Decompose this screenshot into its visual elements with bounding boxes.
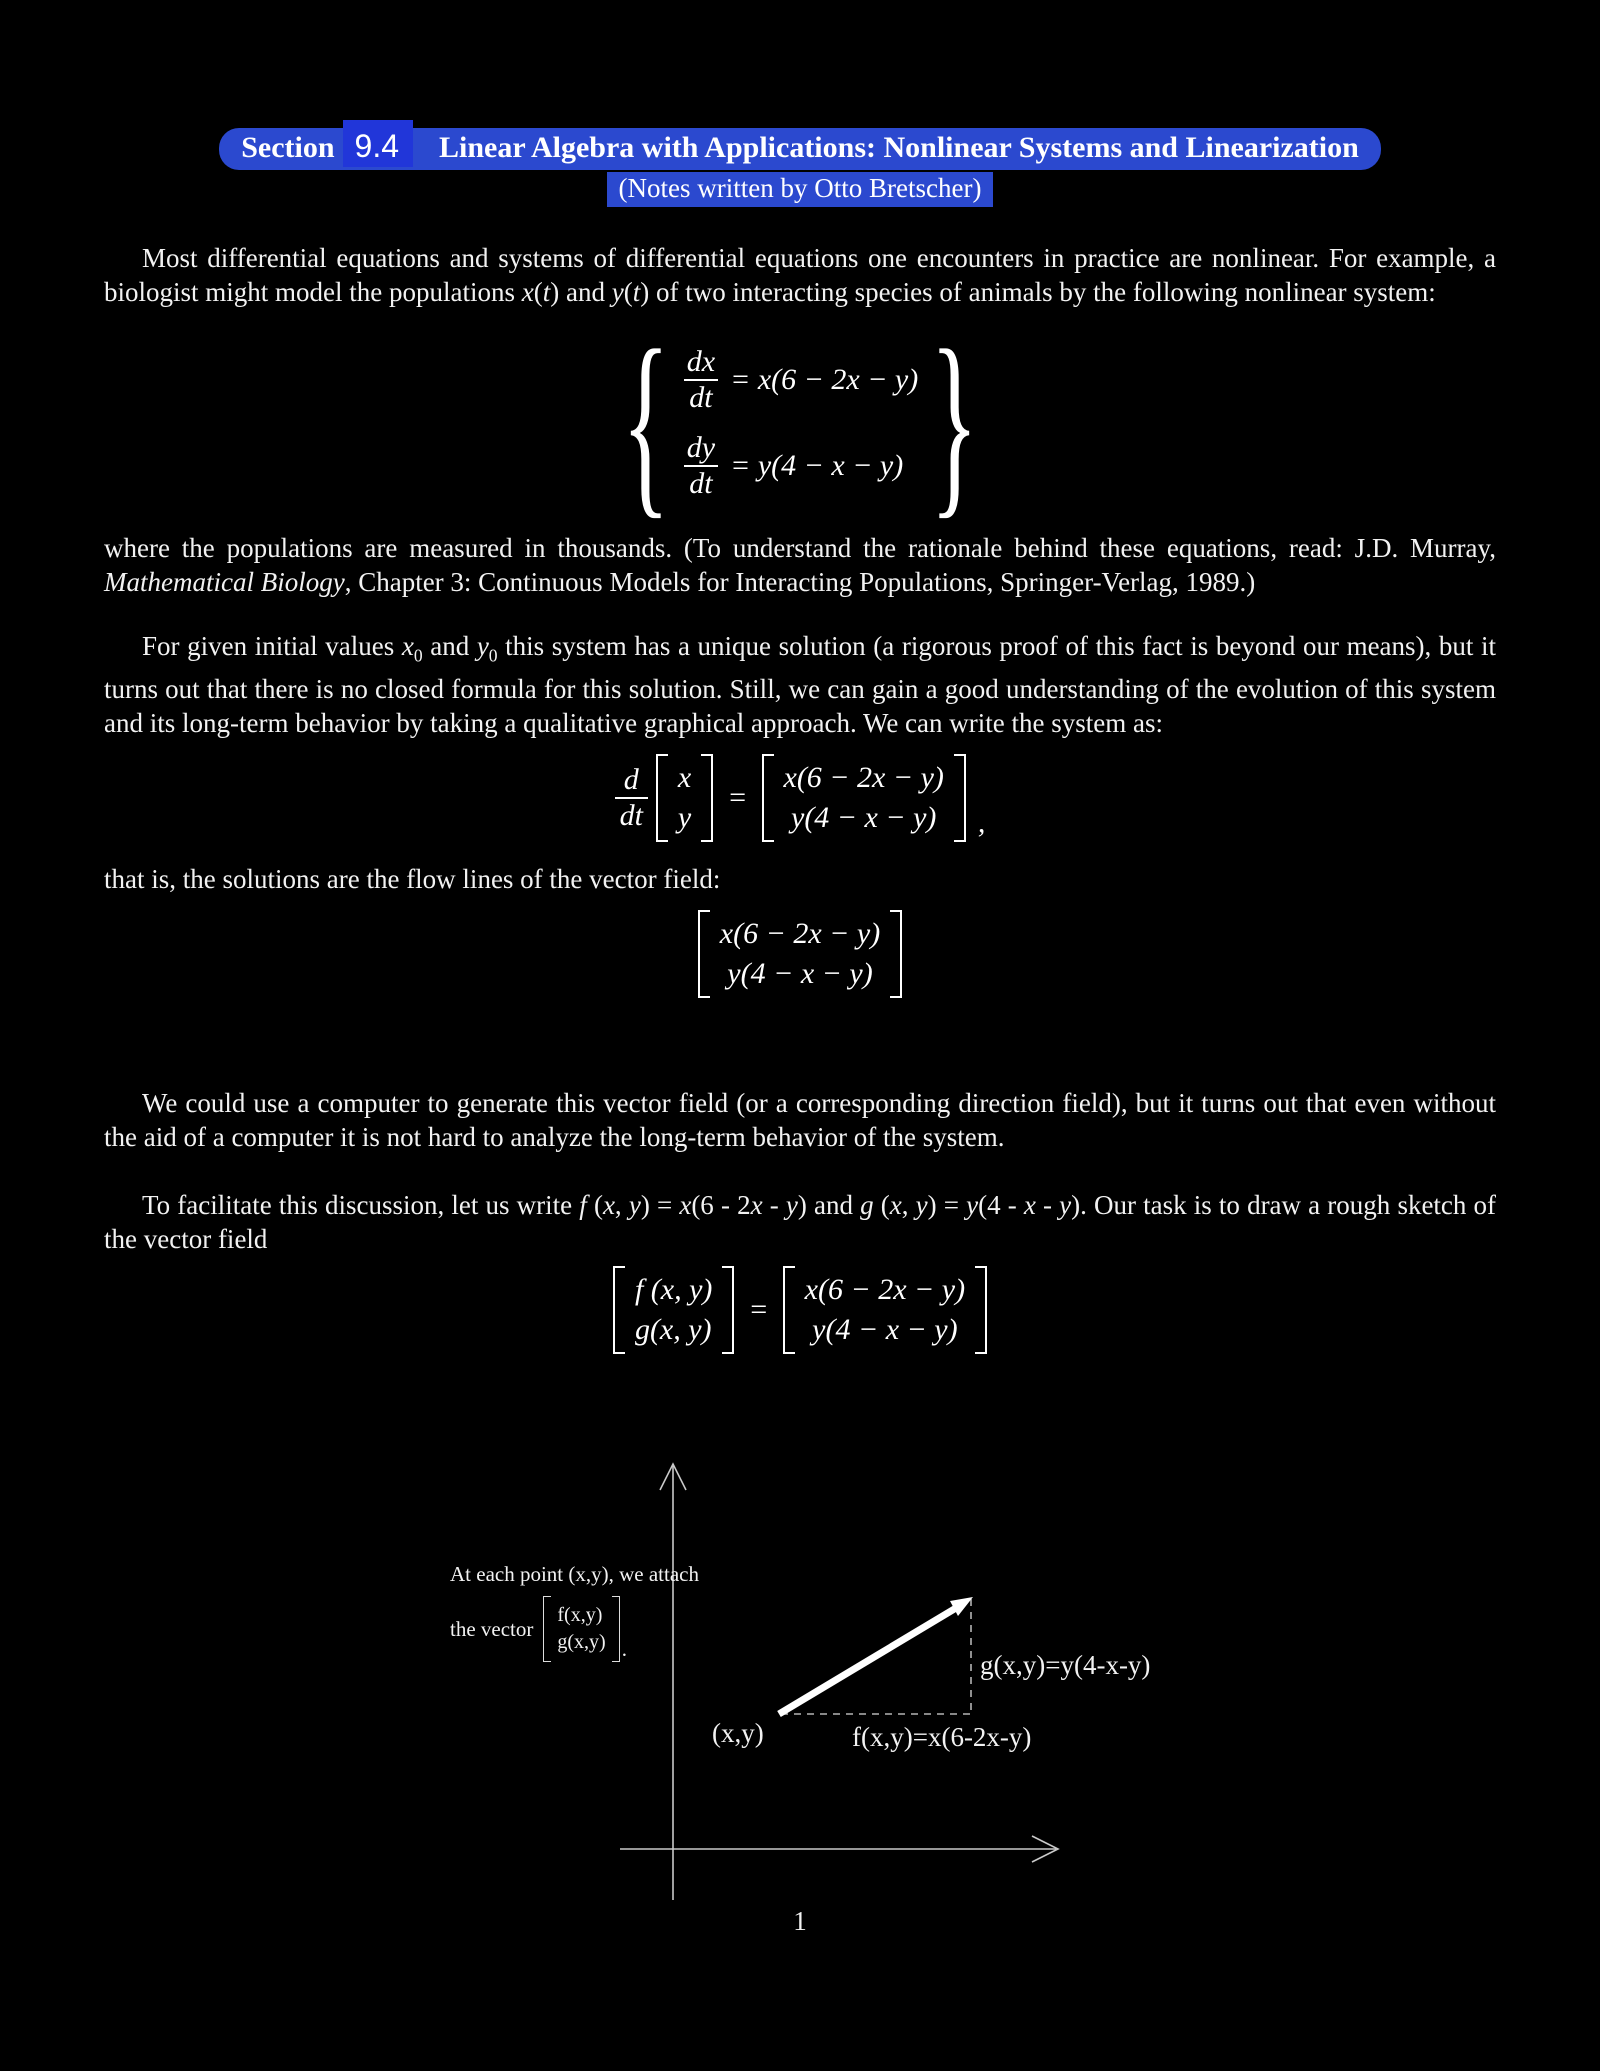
bracket-left <box>698 910 710 998</box>
state-vector-matrix <box>656 754 713 842</box>
matrix-row: y(4 − x − y) <box>727 957 873 991</box>
equation-vector-field <box>0 908 1600 1000</box>
annotation-prefix: the vector <box>450 1616 534 1641</box>
header <box>0 128 1600 170</box>
fraction-ddt <box>615 763 648 833</box>
vector-field-diagram <box>0 1458 1600 1971</box>
paragraph-intro: Most differential equations and systems of differential equations one encounters in practice are nonlinear. For example, a biologist might model the populations x(t) and y(t) of two interacting species of animals by the following nonlinear system: <box>104 243 1496 307</box>
bracket-left <box>656 754 668 842</box>
fraction-dxdt <box>682 345 720 415</box>
matrix-row: f (x, y) <box>634 1273 713 1307</box>
point-label: (x,y) <box>712 1718 764 1748</box>
paragraph-initial-values: For given initial values $x_0$ and $y_0$ this system has a unique solution (a rigorous proof of this fact is beyond our means), but it turns out that there is no closed formula for this solution. Still, we can gain a good understanding of the evolution of this system and its long-term behavior by taking a qualitative graphical approach. We can write the system as: <box>104 631 1496 739</box>
matrix-row: f(x,y) <box>557 1604 603 1626</box>
system-rows <box>682 345 919 501</box>
system-rhs-2: = y(4 − x − y) <box>730 449 904 482</box>
matrix-row: g(x,y) <box>557 1631 606 1653</box>
paragraph-facilitate: To facilitate this discussion, let us write f (x, y) = x(6 - 2x - y) and g (x, y) = y(4 - x - y). Our task is to draw a rough sketch of the vector field <box>104 1190 1497 1255</box>
section-number: 9.4 <box>343 120 413 167</box>
system-row-1 <box>682 345 919 415</box>
equation-matrix-form <box>0 750 1600 846</box>
system-rhs-1: = x(6 − 2x − y) <box>730 363 919 396</box>
bracket-right <box>722 1266 734 1354</box>
matrix-row: y <box>677 801 692 835</box>
rhs-matrix <box>783 1266 987 1354</box>
annotation-line-1: At each point (x,y), we attach <box>450 1562 699 1586</box>
paragraph-populations: where the populations are measured in thousands. (To understand the rationale behind these equations, read: J.D. Murray, Mathematical Biology, Chapter 3: Continuous Models for Interacting Populations, Springer-Verlag, 1989.) <box>104 533 1496 597</box>
right-brace: } <box>930 308 979 536</box>
bracket-right <box>975 1266 987 1354</box>
vector-field-matrix <box>698 910 902 998</box>
f-component-label: f(x,y)=x(6-2x-y) <box>852 1722 1032 1752</box>
rhs-matrix <box>762 754 966 842</box>
bracket-right <box>612 1596 620 1662</box>
vector-arrow-shaft <box>779 1608 956 1714</box>
page-title: Linear Algebra with Applications: Nonlinear Systems and Linearization <box>439 131 1359 164</box>
equation-fg-definition <box>0 1260 1600 1360</box>
bracket-right <box>954 754 966 842</box>
matrix-row: x(6 − 2x − y) <box>783 761 944 795</box>
g-component-label: g(x,y)=y(4-x-y) <box>980 1650 1151 1680</box>
trailing-comma: , <box>977 806 986 840</box>
fraction-numerator: dy <box>686 431 716 464</box>
page-number: 1 <box>793 1906 807 1936</box>
bracket-left <box>762 754 774 842</box>
matrix-row: y(4 − x − y) <box>812 1313 958 1347</box>
equation-ode-system <box>0 308 1600 536</box>
matrix-row: x <box>677 761 692 795</box>
paragraph-computer: We could use a computer to generate this vector field (or a corresponding direction field), but it turns out that even without the aid of a computer it is not hard to analyze the long-term behavior of the system. <box>104 1088 1496 1153</box>
bracket-right <box>701 754 713 842</box>
annotation-period: . <box>621 1637 627 1661</box>
subtitle-wrap <box>0 172 1600 207</box>
matrix-row: y(4 − x − y) <box>791 801 937 835</box>
section-label: Section <box>241 131 335 164</box>
fraction-numerator: d <box>623 763 639 797</box>
matrix-row: g(x, y) <box>634 1313 712 1347</box>
equals-sign: = <box>727 781 748 815</box>
fraction-denominator: dt <box>684 465 717 501</box>
system-row-2 <box>682 431 919 501</box>
bracket-right <box>890 910 902 998</box>
bracket-left <box>543 1596 551 1662</box>
paragraph-flow-lines: that is, the solutions are the flow lines of the vector field: <box>104 864 721 895</box>
matrix-row: x(6 − 2x − y) <box>719 917 881 951</box>
matrix-row: x(6 − 2x − y) <box>804 1273 966 1307</box>
fg-matrix <box>613 1266 734 1354</box>
annotation-line-2 <box>450 1596 627 1662</box>
page-subtitle: (Notes written by Otto Bretscher) <box>607 172 994 207</box>
fraction-denominator: dt <box>615 797 648 833</box>
bracket-left <box>613 1266 625 1354</box>
title-highlight-bar <box>219 128 1381 170</box>
fraction-numerator: dx <box>686 345 716 378</box>
fraction-denominator: dt <box>684 379 717 415</box>
equals-sign: = <box>748 1293 769 1327</box>
fraction-dydt <box>682 431 720 501</box>
left-brace: { <box>621 308 670 536</box>
diagram-canvas <box>0 1458 1600 1971</box>
bracket-left <box>783 1266 795 1354</box>
annotation-vector-matrix <box>543 1596 619 1662</box>
